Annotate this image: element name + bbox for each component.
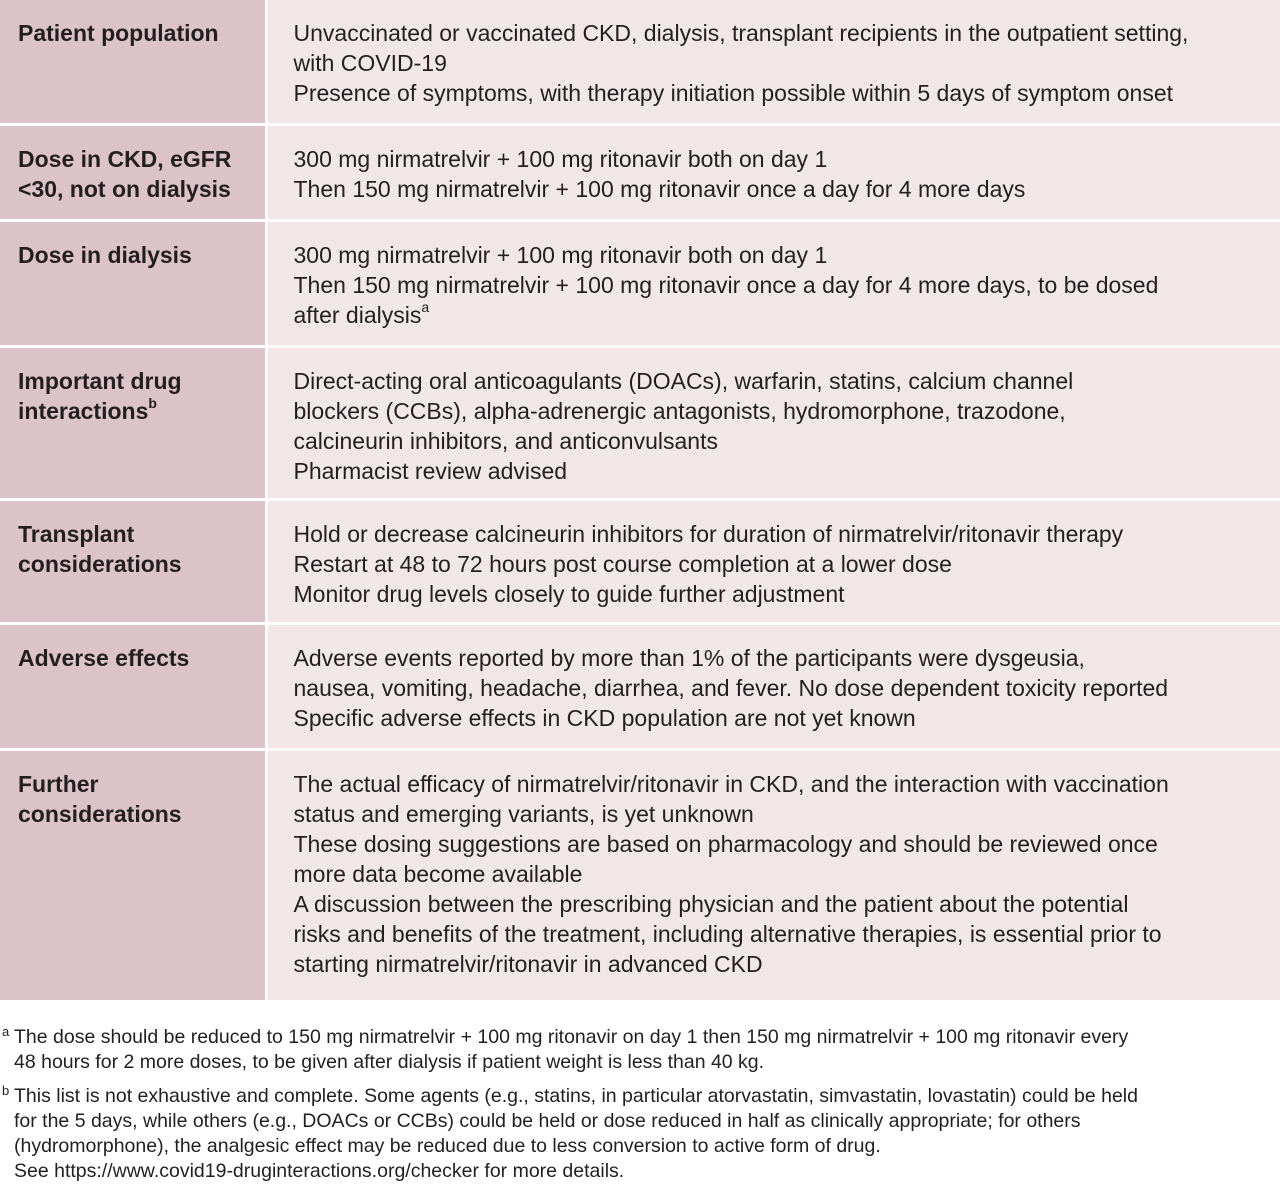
row-label xyxy=(0,499,266,623)
content-line: more data become available xyxy=(293,860,583,887)
row-label-text: Patient population xyxy=(18,20,219,46)
row-content xyxy=(266,0,1280,124)
table-row xyxy=(0,749,1280,1001)
row-label xyxy=(0,623,266,749)
content-line xyxy=(294,300,1273,330)
content-line: A discussion between the prescribing physician and the patient about the potential xyxy=(293,890,1129,917)
table-row xyxy=(0,220,1280,346)
content-line: Then 150 mg nirmatrelvir + 100 mg ritonavir once a day for 4 more days, to be dosed xyxy=(293,271,1159,298)
content-line: Direct-acting oral anticoagulants (DOACs), warfarin, statins, calcium channel xyxy=(293,367,1074,394)
content-line: Pharmacist review advised xyxy=(293,457,568,484)
row-label xyxy=(0,124,266,220)
row-label-text: Transplant xyxy=(18,520,135,547)
row-label-text: <30, not on dialysis xyxy=(18,175,231,202)
content-line: Specific adverse effects in CKD population are not yet known xyxy=(293,704,916,731)
table-row xyxy=(0,499,1280,623)
content-line: risks and benefits of the treatment, including alternative therapies, is essential prior to xyxy=(293,920,1162,947)
row-content xyxy=(266,124,1280,220)
content-line: 300 mg nirmatrelvir + 100 mg ritonavir both on day 1 xyxy=(293,241,828,268)
footnotes xyxy=(0,1003,1280,1184)
row-content xyxy=(266,749,1280,1001)
content-line: Hold or decrease calcineurin inhibitors for duration of nirmatrelvir/ritonavir therapy xyxy=(293,520,1124,547)
row-label-text: interactions xyxy=(18,397,149,424)
row-label-text: considerations xyxy=(18,550,182,577)
content-line: calcineurin inhibitors, and anticonvulsants xyxy=(293,427,718,454)
row-label-text: considerations xyxy=(18,800,182,827)
footnote-line: See https://www.covid19-druginteractions.org/checker for more details. xyxy=(14,1159,625,1182)
content-line: 300 mg nirmatrelvir + 100 mg ritonavir both on day 1 xyxy=(293,145,828,172)
footnote-marker: b xyxy=(2,1082,10,1098)
content-line: Presence of symptoms, with therapy initiation possible within 5 days of symptom onset xyxy=(293,80,1174,106)
row-label-text-with-ref xyxy=(18,396,255,426)
row-content xyxy=(266,220,1280,346)
row-label xyxy=(0,220,266,346)
row-label xyxy=(0,346,266,499)
content-line: The actual efficacy of nirmatrelvir/ritonavir in CKD, and the interaction with vaccination xyxy=(293,770,1169,797)
table-row xyxy=(0,124,1280,220)
footnote-line: for the 5 days, while others (e.g., DOACs or CCBs) could be held or dose reduced in half as clinically appropriate; for others xyxy=(14,1109,1081,1132)
content-line: Unvaccinated or vaccinated CKD, dialysis, transplant recipients in the outpatient setting, xyxy=(293,20,1189,46)
row-label-text: Adverse effects xyxy=(18,644,190,671)
content-line: blockers (CCBs), alpha-adrenergic antagonists, hydromorphone, trazodone, xyxy=(293,397,1066,424)
content-line: starting nirmatrelvir/ritonavir in advanced CKD xyxy=(293,950,763,977)
content-line: Then 150 mg nirmatrelvir + 100 mg ritonavir once a day for 4 more days xyxy=(293,175,1026,202)
row-label xyxy=(0,749,266,1001)
content-line: These dosing suggestions are based on pharmacology and should be reviewed once xyxy=(293,830,1158,857)
table-row xyxy=(0,346,1280,499)
row-label-text: Dose in CKD, eGFR xyxy=(18,145,232,172)
content-line-text: after dialysis xyxy=(293,301,422,328)
footnote-line: The dose should be reduced to 150 mg nirmatrelvir + 100 mg ritonavir on day 1 then 150 mg nirmatrelvir + 100 mg ritonavir every xyxy=(14,1025,1129,1048)
footnote-line: 48 hours for 2 more doses, to be given after dialysis if patient weight is less than 40 kg. xyxy=(14,1050,765,1073)
row-label xyxy=(0,0,266,124)
content-line: Monitor drug levels closely to guide further adjustment xyxy=(293,580,845,607)
row-content xyxy=(266,346,1280,499)
footnote-line: (hydromorphone), the analgesic effect may be reduced due to less conversion to active form of drug. xyxy=(14,1134,881,1157)
row-label-text: Dose in dialysis xyxy=(18,241,192,268)
row-label-text: Further xyxy=(18,770,99,797)
row-content xyxy=(266,499,1280,623)
content-line: nausea, vomiting, headache, diarrhea, and fever. No dose dependent toxicity reported xyxy=(293,674,1169,701)
content-line: Adverse events reported by more than 1% of the participants were dysgeusia, xyxy=(293,644,1085,671)
content-line: with COVID-19 xyxy=(293,50,447,76)
footnote-a xyxy=(2,1025,1268,1075)
footnote-marker: a xyxy=(2,1023,10,1039)
footnote-b xyxy=(2,1084,1268,1184)
footnote-line: This list is not exhaustive and complete. Some agents (e.g., statins, in particular atorvastatin, simvastatin, lovastatin) could be held xyxy=(14,1084,1138,1107)
table-row xyxy=(0,623,1280,749)
footnote-ref-a: a xyxy=(421,298,430,315)
row-label-text: Important drug xyxy=(18,367,182,394)
content-line: Restart at 48 to 72 hours post course completion at a lower dose xyxy=(293,550,952,577)
table-row xyxy=(0,0,1280,124)
row-content xyxy=(266,623,1280,749)
content-line: status and emerging variants, is yet unknown xyxy=(293,800,754,827)
footnote-ref-b: b xyxy=(148,394,157,411)
